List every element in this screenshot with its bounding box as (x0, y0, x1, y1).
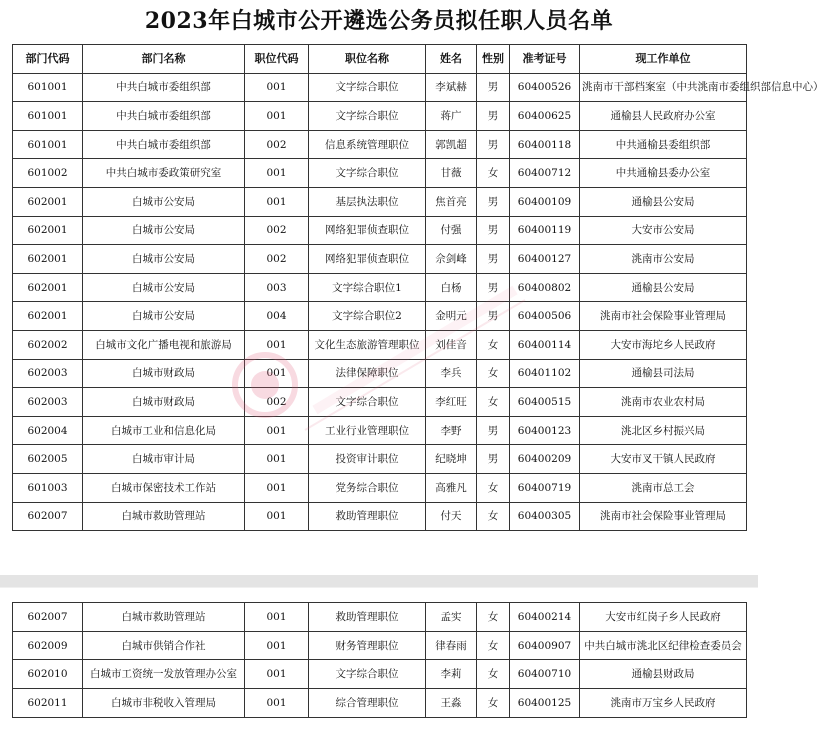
dept-code-cell: 601002 (13, 159, 83, 188)
position-code-cell: 001 (245, 159, 309, 188)
position-name-cell: 法律保障职位 (309, 359, 426, 388)
dept-name-cell: 中共白城市委组织部 (83, 130, 245, 159)
dept-name-cell: 白城市公安局 (83, 302, 245, 331)
position-code-cell: 001 (245, 631, 309, 660)
col-header: 性别 (477, 45, 510, 74)
gender-cell: 女 (477, 502, 510, 531)
table-row (13, 273, 747, 302)
exam-id-cell: 60400506 (510, 302, 580, 331)
table-row (13, 187, 747, 216)
dept-code-cell: 601003 (13, 473, 83, 502)
exam-id-cell: 60400209 (510, 445, 580, 474)
table-row (13, 416, 747, 445)
dept-name-cell: 白城市财政局 (83, 388, 245, 417)
exam-id-cell: 60400515 (510, 388, 580, 417)
appointee-table (12, 44, 824, 531)
exam-id-cell: 60400719 (510, 473, 580, 502)
dept-code-cell: 602007 (13, 502, 83, 531)
dept-code-cell: 602001 (13, 187, 83, 216)
position-code-cell: 002 (245, 130, 309, 159)
dept-code-cell: 602001 (13, 302, 83, 331)
dept-code-cell: 602001 (13, 273, 83, 302)
dept-name-cell: 白城市财政局 (83, 359, 245, 388)
name-cell: 高雅凡 (426, 473, 477, 502)
dept-code-cell: 602011 (13, 689, 83, 718)
position-name-cell: 网络犯罪侦查职位 (309, 245, 426, 274)
exam-id-cell: 60400118 (510, 130, 580, 159)
table-row (13, 445, 747, 474)
table-row (13, 102, 747, 131)
name-cell: 孟实 (426, 603, 477, 632)
position-code-cell: 003 (245, 273, 309, 302)
exam-id-cell: 60400710 (510, 660, 580, 689)
current-unit-cell: 通榆县公安局 (580, 273, 747, 302)
gender-cell: 男 (477, 273, 510, 302)
gender-cell: 女 (477, 159, 510, 188)
name-cell: 纪晓坤 (426, 445, 477, 474)
gender-cell: 女 (477, 359, 510, 388)
col-header: 现工作单位 (580, 45, 747, 74)
gender-cell: 女 (477, 388, 510, 417)
gender-cell: 男 (477, 302, 510, 331)
dept-code-cell: 602004 (13, 416, 83, 445)
current-unit-cell: 通榆县公安局 (580, 187, 747, 216)
dept-code-cell: 601001 (13, 130, 83, 159)
name-cell: 焦首亮 (426, 187, 477, 216)
name-cell: 律春雨 (426, 631, 477, 660)
table-row (13, 302, 747, 331)
dept-name-cell: 白城市公安局 (83, 216, 245, 245)
gender-cell: 女 (477, 689, 510, 718)
current-unit-cell: 大安市叉干镇人民政府 (580, 445, 747, 474)
current-unit-cell: 洮南市社会保险事业管理局 (580, 302, 747, 331)
dept-name-cell: 中共白城市委政策研究室 (83, 159, 245, 188)
dept-code-cell: 602009 (13, 631, 83, 660)
col-header: 职位名称 (309, 45, 426, 74)
position-name-cell: 网络犯罪侦查职位 (309, 216, 426, 245)
current-unit-cell: 大安市公安局 (580, 216, 747, 245)
position-code-cell: 001 (245, 102, 309, 131)
name-cell: 王淼 (426, 689, 477, 718)
dept-code-cell: 602001 (13, 245, 83, 274)
gender-cell: 男 (477, 445, 510, 474)
col-header: 准考证号 (510, 45, 580, 74)
table-row (13, 159, 747, 188)
position-code-cell: 001 (245, 689, 309, 718)
table-row (13, 359, 747, 388)
current-unit-cell: 中共通榆县委办公室 (580, 159, 747, 188)
name-cell: 刘佳音 (426, 330, 477, 359)
position-name-cell: 文字综合职位 (309, 73, 426, 102)
exam-id-cell: 60400526 (510, 73, 580, 102)
position-code-cell: 002 (245, 388, 309, 417)
current-unit-cell: 通榆县人民政府办公室 (580, 102, 747, 131)
dept-name-cell: 白城市非税收入管理局 (83, 689, 245, 718)
exam-id-cell: 60400127 (510, 245, 580, 274)
name-cell: 李红旺 (426, 388, 477, 417)
position-name-cell: 文字综合职位 (309, 102, 426, 131)
gender-cell: 女 (477, 473, 510, 502)
exam-id-cell: 60400125 (510, 689, 580, 718)
name-cell: 甘薇 (426, 159, 477, 188)
position-name-cell: 文化生态旅游管理职位 (309, 330, 426, 359)
gender-cell: 女 (477, 631, 510, 660)
position-name-cell: 文字综合职位 (309, 159, 426, 188)
current-unit-cell: 中共通榆县委组织部 (580, 130, 747, 159)
dept-code-cell: 602001 (13, 216, 83, 245)
table-row (13, 473, 747, 502)
name-cell: 佘剑峰 (426, 245, 477, 274)
gender-cell: 男 (477, 416, 510, 445)
col-header: 部门名称 (83, 45, 245, 74)
dept-name-cell: 中共白城市委组织部 (83, 73, 245, 102)
dept-name-cell: 中共白城市委组织部 (83, 102, 245, 131)
table-row (13, 689, 747, 718)
dept-code-cell: 602010 (13, 660, 83, 689)
table-row (13, 130, 747, 159)
dept-code-cell: 602003 (13, 359, 83, 388)
exam-id-cell: 60400625 (510, 102, 580, 131)
col-header: 姓名 (426, 45, 477, 74)
dept-name-cell: 白城市救助管理站 (83, 502, 245, 531)
name-cell: 蒋广 (426, 102, 477, 131)
page-title: 2023年白城市公开遴选公务员拟任职人员名单 (144, 8, 614, 34)
current-unit-cell: 大安市海坨乡人民政府 (580, 330, 747, 359)
current-unit-cell: 中共白城市洮北区纪律检查委员会 (580, 631, 747, 660)
dept-name-cell: 白城市保密技术工作站 (83, 473, 245, 502)
position-name-cell: 文字综合职位 (309, 388, 426, 417)
exam-id-cell: 60400214 (510, 603, 580, 632)
current-unit-cell: 大安市红岗子乡人民政府 (580, 603, 747, 632)
current-unit-cell: 洮南市社会保险事业管理局 (580, 502, 747, 531)
position-code-cell: 001 (245, 359, 309, 388)
dept-code-cell: 602005 (13, 445, 83, 474)
exam-id-cell: 60400109 (510, 187, 580, 216)
exam-id-cell: 60400802 (510, 273, 580, 302)
gender-cell: 女 (477, 330, 510, 359)
dept-name-cell: 白城市公安局 (83, 187, 245, 216)
exam-id-cell: 60400712 (510, 159, 580, 188)
dept-code-cell: 602003 (13, 388, 83, 417)
gender-cell: 男 (477, 73, 510, 102)
position-name-cell: 财务管理职位 (309, 631, 426, 660)
position-code-cell: 001 (245, 73, 309, 102)
current-unit-cell: 洮南市公安局 (580, 245, 747, 274)
dept-code-cell: 601001 (13, 73, 83, 102)
dept-name-cell: 白城市工资统一发放管理办公室 (83, 660, 245, 689)
exam-id-cell: 60401102 (510, 359, 580, 388)
exam-id-cell: 60400123 (510, 416, 580, 445)
current-unit-cell: 洮南市万宝乡人民政府 (580, 689, 747, 718)
table-row (13, 330, 747, 359)
position-name-cell: 文字综合职位1 (309, 273, 426, 302)
position-code-cell: 004 (245, 302, 309, 331)
gender-cell: 男 (477, 216, 510, 245)
current-unit-cell: 通榆县财政局 (580, 660, 747, 689)
gender-cell: 男 (477, 187, 510, 216)
position-code-cell: 002 (245, 245, 309, 274)
dept-code-cell: 601001 (13, 102, 83, 131)
current-unit-cell: 洮南市干部档案室（中共洮南市委组织部信息中心） (580, 73, 747, 102)
appointee-table-continued (12, 602, 747, 718)
exam-id-cell: 60400907 (510, 631, 580, 660)
exam-id-cell: 60400114 (510, 330, 580, 359)
position-code-cell: 001 (245, 445, 309, 474)
table-header-row (13, 45, 747, 74)
position-name-cell: 文字综合职位2 (309, 302, 426, 331)
position-name-cell: 救助管理职位 (309, 502, 426, 531)
table-row (13, 388, 747, 417)
gender-cell: 女 (477, 603, 510, 632)
position-code-cell: 001 (245, 416, 309, 445)
table-row (13, 73, 747, 102)
position-name-cell: 救助管理职位 (309, 603, 426, 632)
page-break-band (0, 575, 758, 587)
table-row (13, 660, 747, 689)
gender-cell: 女 (477, 660, 510, 689)
dept-name-cell: 白城市文化广播电视和旅游局 (83, 330, 245, 359)
name-cell: 李野 (426, 416, 477, 445)
dept-name-cell: 白城市审计局 (83, 445, 245, 474)
name-cell: 付强 (426, 216, 477, 245)
current-unit-cell: 洮北区乡村振兴局 (580, 416, 747, 445)
position-code-cell: 001 (245, 187, 309, 216)
name-cell: 李莉 (426, 660, 477, 689)
col-header: 部门代码 (13, 45, 83, 74)
position-code-cell: 001 (245, 473, 309, 502)
current-unit-cell: 洮南市总工会 (580, 473, 747, 502)
exam-id-cell: 60400305 (510, 502, 580, 531)
position-code-cell: 002 (245, 216, 309, 245)
dept-name-cell: 白城市救助管理站 (83, 603, 245, 632)
table-row (13, 245, 747, 274)
dept-code-cell: 602002 (13, 330, 83, 359)
table-row (13, 603, 747, 632)
position-name-cell: 信息系统管理职位 (309, 130, 426, 159)
exam-id-cell: 60400119 (510, 216, 580, 245)
dept-name-cell: 白城市公安局 (83, 273, 245, 302)
position-name-cell: 党务综合职位 (309, 473, 426, 502)
position-code-cell: 001 (245, 502, 309, 531)
gender-cell: 男 (477, 245, 510, 274)
position-code-cell: 001 (245, 330, 309, 359)
position-name-cell: 基层执法职位 (309, 187, 426, 216)
gender-cell: 男 (477, 102, 510, 131)
position-name-cell: 文字综合职位 (309, 660, 426, 689)
position-name-cell: 综合管理职位 (309, 689, 426, 718)
current-unit-cell: 洮南市农业农村局 (580, 388, 747, 417)
dept-name-cell: 白城市工业和信息化局 (83, 416, 245, 445)
table-row (13, 216, 747, 245)
name-cell: 李兵 (426, 359, 477, 388)
table-row (13, 502, 747, 531)
name-cell: 金明元 (426, 302, 477, 331)
position-code-cell: 001 (245, 660, 309, 689)
dept-name-cell: 白城市公安局 (83, 245, 245, 274)
dept-code-cell: 602007 (13, 603, 83, 632)
position-name-cell: 投资审计职位 (309, 445, 426, 474)
position-name-cell: 工业行业管理职位 (309, 416, 426, 445)
position-code-cell: 001 (245, 603, 309, 632)
current-unit-cell: 通榆县司法局 (580, 359, 747, 388)
col-header: 职位代码 (245, 45, 309, 74)
page-break-divider (0, 587, 758, 588)
gender-cell: 男 (477, 130, 510, 159)
name-cell: 付天 (426, 502, 477, 531)
name-cell: 郭凯超 (426, 130, 477, 159)
table-row (13, 631, 747, 660)
name-cell: 李斌赫 (426, 73, 477, 102)
dept-name-cell: 白城市供销合作社 (83, 631, 245, 660)
name-cell: 白杨 (426, 273, 477, 302)
